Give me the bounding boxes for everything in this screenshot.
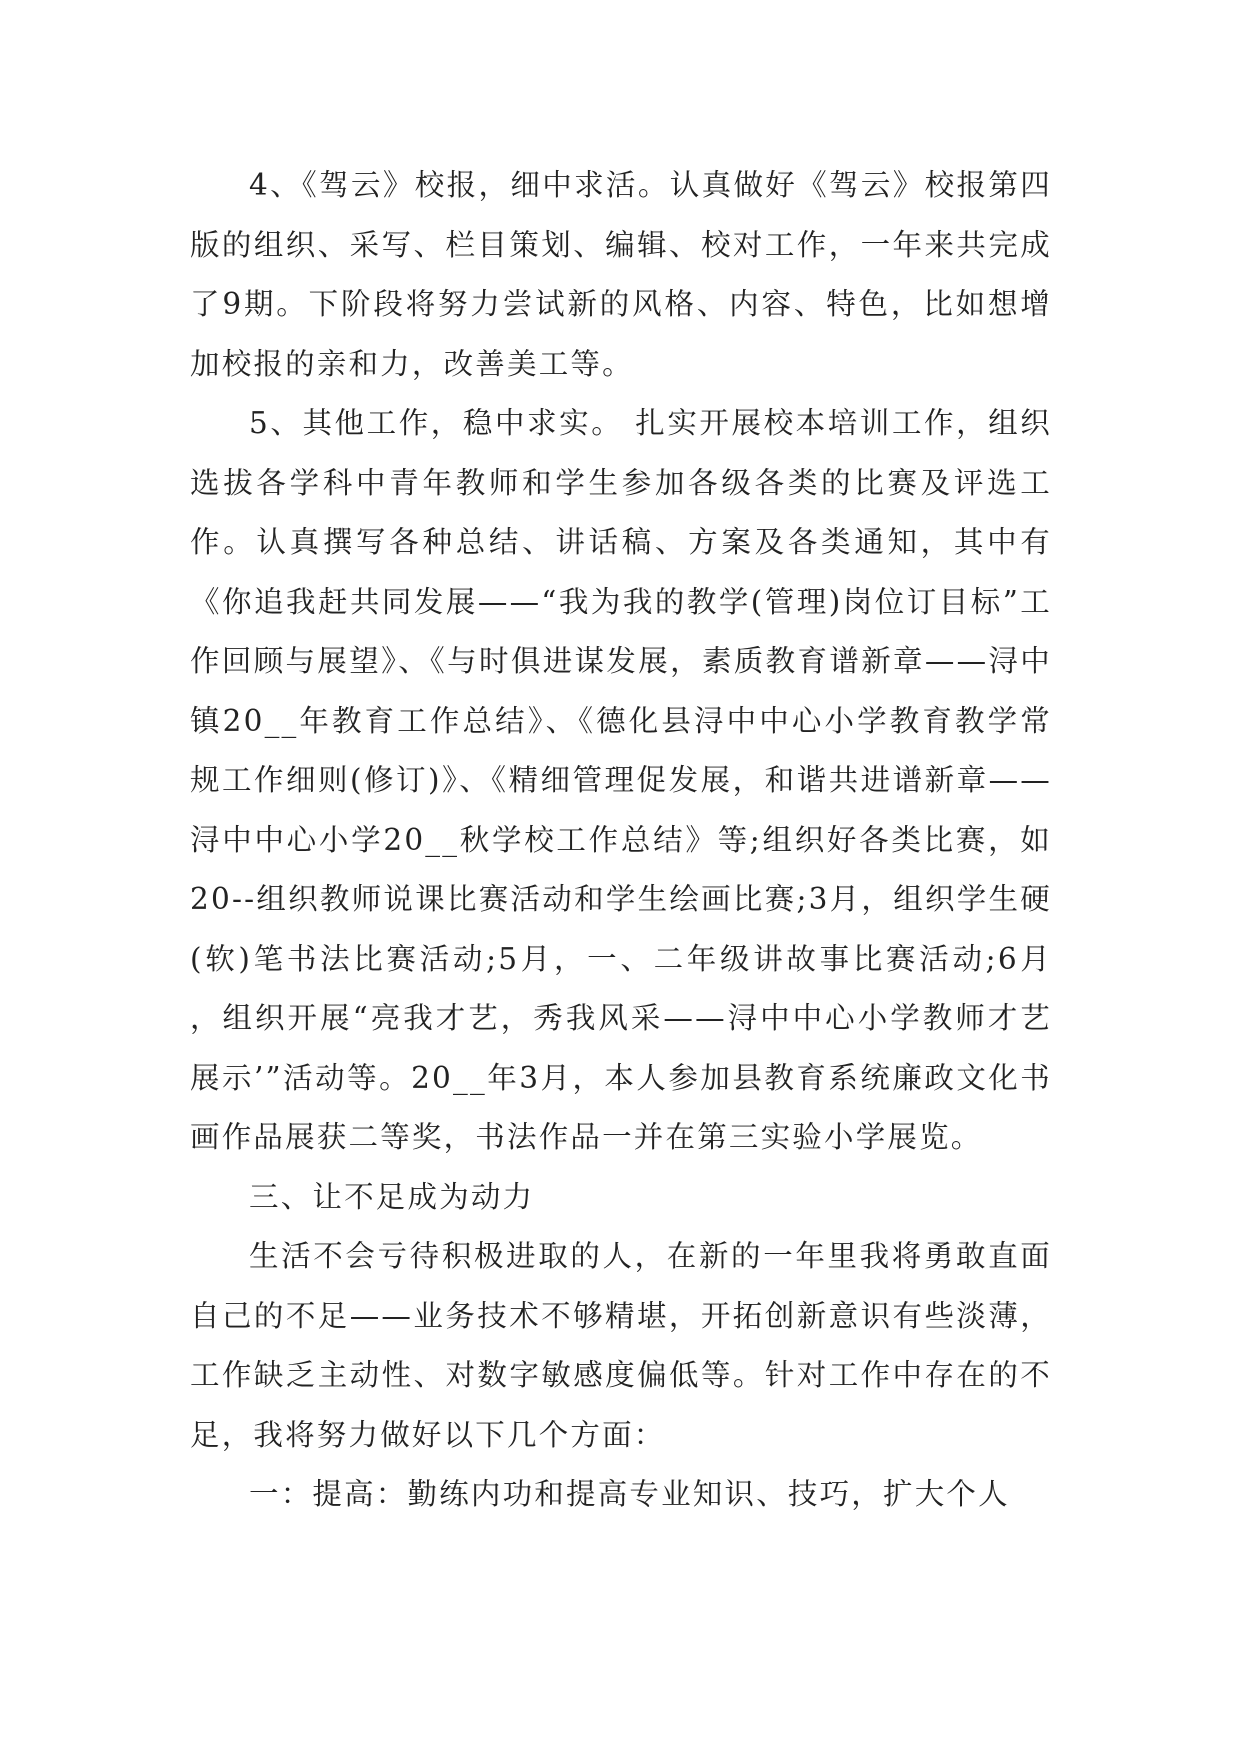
paragraph-school-newspaper: 4、《驾云》校报，细中求活。认真做好《驾云》校报第四版的组织、采写、栏目策划、编辑、校对工作，一年来共完成了9期。下阶段将努力尝试新的风格、内容、特色，比如想增加校报的亲和力，改善美工等。: [190, 168, 1052, 381]
document-body: [190, 156, 1052, 1525]
paragraph-other-work: 5、其他工作，稳中求实。 扎实开展校本培训工作，组织选拔各学科中青年教师和学生参加各级各类的比赛及评选工作。认真撰写各种总结、讲话稿、方案及各类通知，其中有《你追我赶共同发展——“我为我的教学(管理)岗位订目标”工作回顾与展望》、《与时俱进谋发展，素质教育谱新章——浔中镇20__年教育工作总结》、《德化县浔中中心小学教育教学常规工作细则(修订)》、《精细管理促发展，和谐共进谱新章——浔中中心小学20__秋学校工作总结》等;组织好各类比赛，如20--组织教师说课比赛活动和学生绘画比赛;3月，组织学生硬(软)笔书法比赛活动;5月，一、二年级讲故事比赛活动;6月 ，组织开展“亮我才艺，秀我风采——浔中中心小学教师才艺展示’”活动等。20__年3月，本人参加县教育系统廉政文化书画作品展获二等奖，书法作品一并在第三实验小学展览。: [190, 406, 1052, 1154]
paragraph-improve: 一：提高：勤练内功和提高专业知识、技巧，扩大个人: [249, 1477, 1010, 1511]
section-heading-shortcomings: 三、让不足成为动力: [249, 1179, 535, 1214]
paragraph-shortcomings: 生活不会亏待积极进取的人，在新的一年里我将勇敢直面自己的不足——业务技术不够精堪，开拓创新意识有些淡薄，工作缺乏主动性、对数字敏感度偏低等。针对工作中存在的不足，我将努力做好以下几个方面：: [190, 1239, 1052, 1452]
